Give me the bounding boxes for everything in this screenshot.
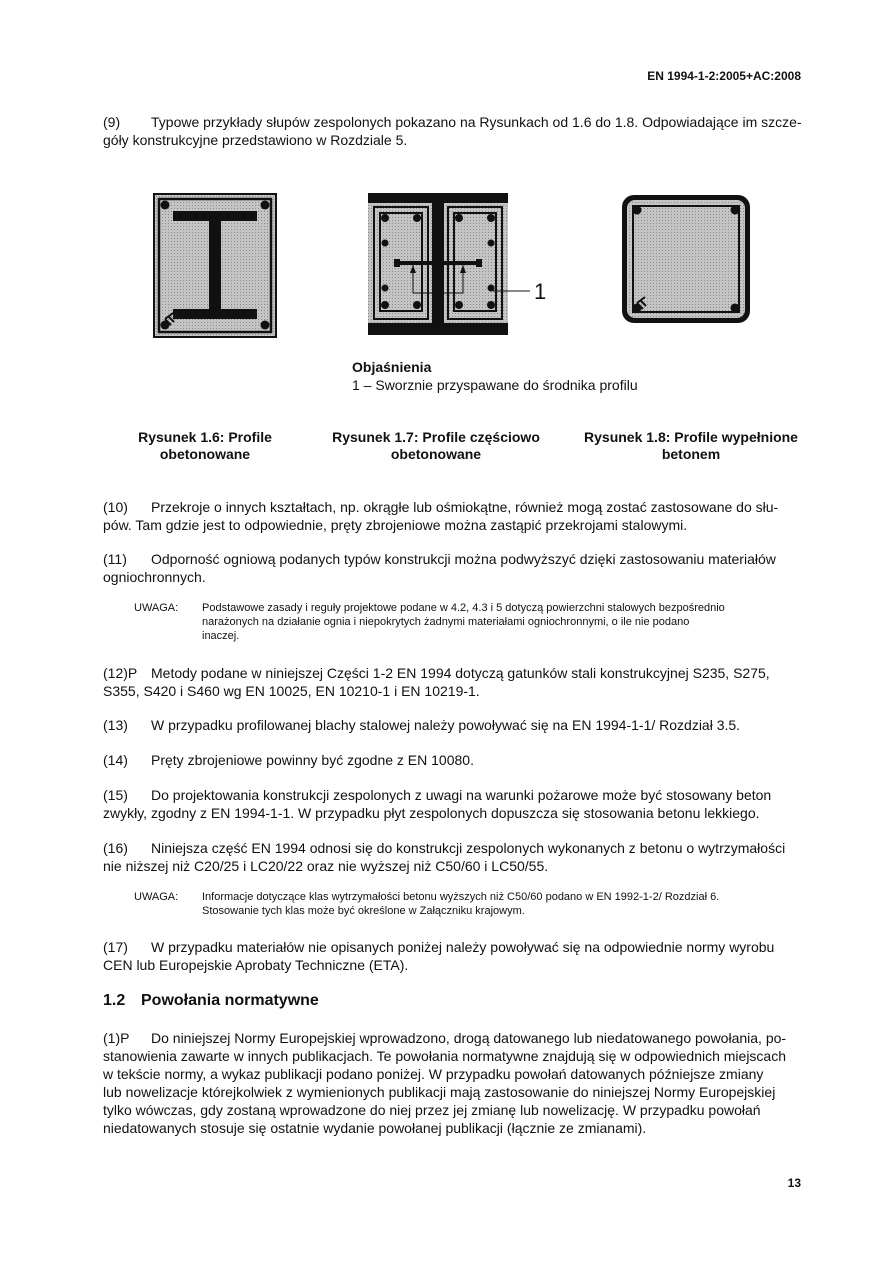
caption-line: Rysunek 1.7: Profile częściowo: [332, 429, 540, 445]
note-label: UWAGA:: [134, 602, 179, 614]
paragraph-number: (14): [103, 752, 128, 768]
paragraph-text: Typowe przykłady słupów zespolonych pokazano na Rysunkach od 1.6 do 1.8. Odpowiadające im szcze-: [151, 114, 802, 130]
paragraph-text: Metody podane w niniejszej Części 1-2 EN 1994 dotyczą gatunków stali konstrukcyjnej S235, S275,: [151, 665, 770, 681]
paragraph-text: niedatowanych stosuje się ostatnie wydanie powołanej publikacji (łącznie ze zmianami).: [103, 1120, 647, 1136]
paragraph-14: [103, 751, 805, 769]
paragraph-text: S355, S420 i S460 wg EN 10025, EN 10210-1 i EN 10219-1.: [103, 683, 480, 699]
paragraph-13: [103, 716, 805, 734]
document-code: EN 1994-1-2:2005+AC:2008: [647, 69, 801, 83]
paragraph-text: góły konstrukcyjne przedstawiono w Rozdziale 5.: [103, 132, 408, 148]
paragraph-12p: [103, 664, 805, 700]
paragraph-11: [103, 550, 805, 586]
paragraph-text: w tekście normy, a wykaz publikacji podano poniżej. W przypadku powołań datowanych późniejsze zmiany: [103, 1066, 764, 1082]
legend-item: 1 – Sworznie przyspawane do środnika profilu: [352, 377, 638, 393]
section-title: Powołania normatywne: [141, 992, 319, 1009]
paragraph-text: Pręty zbrojeniowe powinny być zgodne z EN 10080.: [151, 752, 474, 768]
section-number: 1.2: [103, 992, 126, 1009]
paragraph-number: (13): [103, 717, 128, 733]
paragraph-number: (10): [103, 499, 128, 515]
paragraph-text: Przekroje o innych kształtach, np. okrągłe lub ośmiokątne, również mogą zostać zastosowane do słu-: [151, 499, 779, 515]
note-text: narażonych na działanie ognia i niepokrytych żadnymi materiałami ogniochronnymi, o ile nie podano: [202, 616, 690, 628]
paragraph-number: (9): [103, 114, 121, 130]
paragraph-1p: [103, 1029, 805, 1137]
legend-title: Objaśnienia: [352, 359, 432, 375]
note-label: UWAGA:: [134, 891, 179, 903]
paragraph-text: zwykły, zgodny z EN 1994-1-1. W przypadku płyt zespolonych dopuszcza się stosowania betonu lekkiego.: [103, 805, 760, 821]
caption-figure-1-7: [321, 429, 551, 463]
page-number: 13: [787, 1176, 801, 1190]
paragraph-number: (17): [103, 939, 128, 955]
paragraph-number: (16): [103, 840, 128, 856]
paragraph-text: Do niniejszej Normy Europejskiej wprowadzono, drogą datowanego lub niedatowanego powołania, po-: [151, 1030, 787, 1046]
paragraph-10: [103, 498, 805, 534]
paragraph-15: [103, 786, 805, 822]
paragraph-text: lub nowelizacje którejkolwiek z wymienionych publikacji mają zastosowanie do niniejszej Normy Europejskiej: [103, 1084, 776, 1100]
paragraph-text: Do projektowania konstrukcji zespolonych z uwagi na warunki pożarowe może być stosowany beton: [151, 787, 772, 803]
figure-1-7-partially-encased-profile: [368, 193, 553, 335]
paragraph-number: (1)P: [103, 1030, 130, 1046]
paragraph-text: Niniejsza część EN 1994 odnosi się do konstrukcji zespolonych wykonanych z betonu o wytrzymałości: [151, 840, 786, 856]
paragraph-9: [103, 113, 805, 149]
paragraph-number: (11): [103, 551, 127, 567]
caption-line: obetonowane: [159, 446, 251, 462]
caption-figure-1-8: [576, 429, 806, 463]
section-heading: [103, 992, 319, 1010]
paragraph-16: [103, 839, 805, 875]
paragraph-text: stanowienia zawarte w innych publikacjach. Te powołania normatywne znajdują się w odpowiednich miejscach: [103, 1048, 787, 1064]
paragraph-text: pów. Tam gdzie jest to odpowiednie, pręty zbrojeniowe można zastąpić przekrojami stalowymi.: [103, 517, 688, 533]
paragraph-number: (12)P: [103, 665, 138, 681]
paragraph-text: nie niższej niż C20/25 i LC20/22 oraz nie wyższej niż C50/60 i LC50/55.: [103, 858, 549, 874]
paragraph-text: W przypadku profilowanej blachy stalowej należy powoływać się na EN 1994-1-1/ Rozdział 3.5.: [151, 717, 741, 733]
caption-line: obetonowane: [390, 446, 482, 462]
paragraph-text: W przypadku materiałów nie opisanych poniżej należy powoływać się na odpowiednie normy wyrobu: [151, 939, 775, 955]
note-text: inaczej.: [202, 630, 240, 642]
caption-line: Rysunek 1.8: Profile wypełnione: [584, 429, 798, 445]
note-text: Informacje dotyczące klas wytrzymałości betonu wyższych niż C50/60 podano w EN 1992-1-2/ Rozdział 6.: [202, 891, 720, 903]
paragraph-number: (15): [103, 787, 128, 803]
note-text: Stosowanie tych klas może być określone w Załączniku krajowym.: [202, 905, 525, 917]
figure-1-8-concrete-filled-profile: [620, 193, 752, 325]
caption-line: betonem: [661, 446, 721, 462]
paragraph-text: Odporność ogniową podanych typów konstrukcji można podwyższyć dzięki zastosowaniu materiałów: [151, 551, 776, 567]
paragraph-text: tylko wówczas, gdy zostaną wprowadzone do niej przez jej zmianę lub nowelizację. W przypadku powołań: [103, 1102, 761, 1118]
figure-marker-label: 1: [534, 279, 547, 304]
paragraph-text: ogniochronnych.: [103, 569, 206, 585]
note-2: [134, 890, 806, 918]
note-1: [134, 601, 806, 643]
figure-1-6-encased-profile: [153, 193, 277, 338]
paragraph-17: [103, 938, 805, 974]
paragraph-text: CEN lub Europejskie Aprobaty Techniczne (ETA).: [103, 957, 409, 973]
caption-line: Rysunek 1.6: Profile: [138, 429, 272, 445]
figure-legend: [352, 358, 638, 394]
caption-figure-1-6: [90, 429, 320, 463]
note-text: Podstawowe zasady i reguły projektowe podane w 4.2, 4.3 i 5 dotyczą powierzchni stalowych bezpośrednio: [202, 602, 725, 614]
